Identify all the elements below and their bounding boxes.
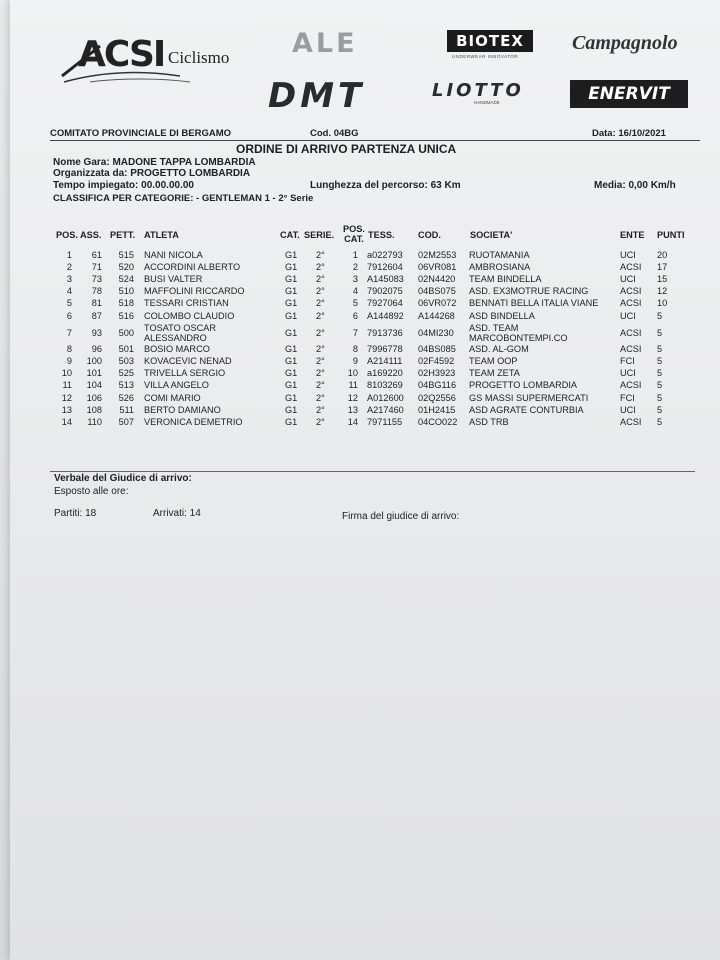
row-serie: 2° [316, 392, 325, 403]
row-pos: 4 [66, 286, 72, 297]
row-cod: 04BS085 [418, 344, 456, 355]
row-atleta: NANI NICOLA [144, 250, 203, 260]
row-societa: GS MASSI SUPERMERCATI [469, 392, 589, 403]
arrivati-count: Arrivati: 14 [153, 508, 201, 519]
row-serie: 2° [316, 404, 325, 415]
row-societa: BENNATI BELLA ITALIA VIANE [469, 298, 599, 309]
row-pos: 3 [66, 274, 72, 285]
row-pos: 12 [61, 392, 72, 403]
row-tess: A145083 [367, 274, 404, 285]
dmt-logo: DMT [268, 76, 366, 116]
row-cat: G1 [285, 344, 298, 355]
row-atleta: ACCORDINI ALBERTO [144, 262, 241, 273]
row-punti: 5 [657, 404, 663, 415]
verbale-label: Verbale del Giudice di arrivo: [54, 473, 192, 484]
row-tess: A214111 [367, 356, 403, 367]
col-cat: CAT. [280, 230, 300, 240]
biotex-tagline: UNDERWEAR INNOVATOR [452, 54, 519, 59]
row-serie: 2° [316, 286, 325, 297]
row-punti: 5 [657, 416, 663, 427]
row-cat: G1 [285, 286, 298, 297]
row-pos: 9 [66, 356, 72, 367]
row-atleta: TRIVELLA SERGIO [144, 368, 226, 379]
row-pett: 510 [118, 286, 134, 297]
course-length: Lunghezza del percorso: 63 Km [310, 180, 461, 191]
row-societa: ASD. TEAM [469, 322, 519, 333]
race-date: Data: 16/10/2021 [592, 128, 666, 139]
row-ass: 110 [87, 416, 102, 427]
row-punti: 12 [657, 286, 668, 297]
row-punti: 15 [657, 274, 668, 285]
row-pos-cat: 12 [347, 392, 358, 403]
row-tess: 7913736 [367, 327, 403, 338]
row-ass: 93 [91, 327, 102, 338]
acsi-logo-text: ACSI [78, 34, 165, 75]
row-societa: TEAM ZETA [469, 368, 520, 379]
row-pett: 515 [118, 250, 134, 260]
row-societa: TEAM OOP [469, 356, 518, 367]
row-atleta: VERONICA DEMETRIO [144, 416, 243, 427]
row-cat: G1 [285, 380, 298, 391]
biotex-logo: BIOTEX [447, 30, 533, 52]
row-pos-cat: 14 [347, 416, 358, 427]
row-atleta: COMI MARIO [144, 392, 201, 403]
row-pett: 507 [118, 416, 134, 427]
row-pett: 501 [118, 344, 134, 355]
row-serie: 2° [316, 262, 325, 273]
row-ente: UCI [620, 404, 636, 415]
row-pos-cat: 2 [352, 262, 358, 273]
row-pos-cat: 9 [352, 356, 358, 367]
row-tess: 8103269 [367, 380, 403, 391]
row-pos: 6 [66, 310, 72, 321]
row-ente: ACSI [620, 380, 642, 391]
row-pos-cat: 4 [352, 286, 358, 297]
row-cod: 02H3923 [418, 368, 456, 379]
row-atleta-line2: ALESSANDRO [144, 332, 207, 343]
row-ente: UCI [620, 310, 636, 321]
row-cod: 04BS075 [418, 286, 456, 297]
row-tess: a169220 [367, 368, 403, 379]
row-ente: ACSI [620, 286, 642, 297]
row-societa-line2: MARCOBONTEMPI.CO [469, 332, 568, 343]
row-pett: 516 [118, 310, 134, 321]
average-speed: Media: 0,00 Km/h [594, 180, 676, 191]
row-serie: 2° [316, 344, 325, 355]
col-ente: ENTE [620, 230, 645, 240]
col-societa: SOCIETA' [470, 230, 513, 240]
row-atleta: TOSATO OSCAR [144, 322, 216, 333]
row-societa: ASD TRB [469, 416, 509, 427]
row-cod: A144268 [418, 310, 455, 321]
row-serie: 2° [316, 356, 325, 367]
row-pett: 513 [118, 380, 134, 391]
row-societa: PROGETTO LOMBARDIA [469, 380, 578, 391]
row-atleta: VILLA ANGELO [144, 380, 209, 391]
row-societa: AMBROSIANA [469, 262, 531, 273]
row-ente: ACSI [620, 327, 642, 338]
row-ente: UCI [620, 368, 636, 379]
row-pos-cat: 5 [352, 298, 358, 309]
row-ass: 104 [86, 380, 102, 391]
row-pett: 525 [118, 368, 134, 379]
row-pett: 503 [118, 356, 134, 367]
row-tess: A012600 [367, 392, 404, 403]
ale-logo: ALE [292, 28, 358, 59]
row-tess: a022793 [367, 250, 403, 260]
row-ente: FCI [620, 356, 635, 367]
row-societa: ASD. EX3MOTRUE RACING [469, 286, 589, 297]
row-cat: G1 [285, 368, 298, 379]
row-atleta: MAFFOLINI RICCARDO [144, 286, 245, 297]
row-atleta: BUSI VALTER [144, 274, 203, 285]
row-pett: 500 [118, 327, 134, 338]
row-societa: ASD AGRATE CONTURBIA [469, 404, 584, 415]
row-cod: 06VR072 [418, 298, 457, 309]
row-cod: 04MI230 [418, 327, 454, 338]
row-ass: 81 [91, 298, 102, 309]
row-serie: 2° [316, 274, 325, 285]
row-pett: 511 [119, 404, 134, 415]
row-ente: ACSI [620, 298, 642, 309]
row-cat: G1 [285, 250, 298, 260]
col-pett: PETT. [110, 230, 136, 240]
col-pos: POS. [56, 230, 78, 240]
race-name: Nome Gara: MADONE TAPPA LOMBARDIA [53, 157, 256, 168]
col-pos-cat: POS. CAT. [343, 224, 365, 244]
row-tess: 7902075 [367, 286, 403, 297]
row-cod: 04CO022 [418, 416, 458, 427]
firma-label: Firma del giudice di arrivo: [342, 511, 460, 522]
row-ass: 78 [91, 286, 102, 297]
row-atleta: COLOMBO CLAUDIO [144, 310, 235, 321]
row-societa: ASD. AL-GOM [469, 344, 529, 355]
row-punti: 5 [657, 344, 663, 355]
col-atleta: ATLETA [144, 230, 179, 240]
enervit-logo: ENERVIT [570, 80, 688, 108]
row-tess: A217460 [367, 404, 404, 415]
row-pos: 7 [66, 327, 72, 338]
row-ente: FCI [620, 392, 635, 403]
row-ass: 61 [91, 250, 102, 260]
row-pos-cat: 1 [352, 250, 358, 260]
row-ente: UCI [620, 274, 636, 285]
row-ente: ACSI [620, 344, 642, 355]
row-pos: 8 [66, 344, 72, 355]
row-cod: 04BG116 [418, 380, 457, 391]
row-pos: 13 [61, 404, 72, 415]
row-cod: 02F4592 [418, 356, 455, 367]
campagnolo-logo: Campagnolo [572, 32, 678, 54]
row-tess: 7971155 [367, 416, 403, 427]
row-pos: 10 [61, 368, 72, 379]
row-cat: G1 [285, 404, 298, 415]
row-punti: 5 [657, 392, 663, 403]
row-cod: 02N4420 [418, 274, 456, 285]
col-punti: PUNTI [657, 230, 685, 240]
committee-code: Cod. 04BG [310, 128, 359, 139]
row-punti: 5 [657, 380, 663, 391]
row-ass: 106 [86, 392, 102, 403]
col-ass: ASS. [80, 230, 102, 240]
row-pos-cat: 8 [352, 344, 358, 355]
organizer: Organizzata da: PROGETTO LOMBARDIA [53, 168, 251, 179]
col-tess: TESS. [368, 230, 395, 240]
row-cat: G1 [285, 327, 298, 338]
row-punti: 5 [657, 327, 663, 338]
row-ass: 100 [86, 356, 102, 367]
row-ass: 108 [86, 404, 102, 415]
row-atleta: KOVACEVIC NENAD [144, 356, 232, 367]
time-taken: Tempo impiegato: 00.00.00.00 [53, 180, 194, 191]
row-societa: TEAM BINDELLA [469, 274, 542, 285]
col-serie: SERIE. [304, 230, 335, 240]
row-ass: 96 [91, 344, 102, 355]
row-pos-cat: 10 [347, 368, 358, 379]
partiti-count: Partiti: 18 [54, 508, 97, 519]
liotto-logo: LIOTTO [432, 80, 524, 101]
row-cod: 01H2415 [418, 404, 456, 415]
row-pos: 14 [61, 416, 72, 427]
row-pett: 520 [118, 262, 134, 273]
footer-divider [50, 471, 695, 472]
row-punti: 5 [657, 356, 663, 367]
row-serie: 2° [316, 310, 325, 321]
row-atleta: BOSIO MARCO [144, 344, 210, 355]
row-ente: ACSI [620, 262, 642, 273]
row-pett: 518 [118, 298, 134, 309]
row-ass: 101 [86, 368, 102, 379]
row-pos-cat: 7 [352, 327, 358, 338]
row-punti: 5 [657, 310, 663, 321]
row-punti: 17 [657, 262, 668, 273]
row-cat: G1 [285, 392, 298, 403]
row-pett: 524 [118, 274, 134, 285]
row-serie: 2° [316, 250, 325, 260]
committee-name: COMITATO PROVINCIALE DI BERGAMO [50, 128, 232, 139]
row-ass: 73 [91, 274, 102, 285]
row-pos: 1 [66, 250, 72, 260]
liotto-tagline: HANDMADE [474, 100, 500, 105]
row-societa: ASD BINDELLA [469, 310, 535, 321]
row-tess: A144892 [367, 310, 404, 321]
row-cod: 02M2553 [418, 250, 457, 260]
row-punti: 10 [657, 298, 668, 309]
row-tess: 7927064 [367, 298, 403, 309]
row-pett: 526 [118, 392, 134, 403]
row-atleta: BERTO DAMIANO [144, 404, 221, 415]
col-cod: COD. [418, 230, 441, 240]
row-cat: G1 [285, 310, 298, 321]
row-punti: 5 [657, 368, 663, 379]
row-cat: G1 [285, 416, 298, 427]
row-pos-cat: 11 [348, 380, 358, 391]
row-cod: 06VR081 [418, 262, 457, 273]
row-serie: 2° [316, 416, 325, 427]
row-pos: 5 [66, 298, 72, 309]
row-ass: 87 [91, 310, 102, 321]
row-cat: G1 [285, 274, 298, 285]
row-punti: 20 [657, 250, 668, 260]
row-cat: G1 [285, 298, 298, 309]
header-divider [50, 140, 700, 141]
row-serie: 2° [316, 380, 325, 391]
row-cat: G1 [285, 262, 298, 273]
row-pos-cat: 3 [352, 274, 358, 285]
row-tess: 7912604 [367, 262, 403, 273]
row-cod: 02Q2556 [418, 392, 456, 403]
row-societa: RUOTAMANIA [469, 250, 530, 260]
row-cat: G1 [285, 356, 298, 367]
row-atleta: TESSARI CRISTIAN [144, 298, 229, 309]
row-pos-cat: 13 [347, 404, 358, 415]
row-ente: UCI [620, 250, 636, 260]
category-label: CLASSIFICA PER CATEGORIE: - GENTLEMAN 1 - 2° Serie [53, 193, 314, 204]
row-serie: 2° [316, 298, 325, 309]
row-serie: 2° [316, 327, 325, 338]
row-serie: 2° [316, 368, 325, 379]
page-title: ORDINE DI ARRIVO PARTENZA UNICA [236, 142, 457, 156]
row-ass: 71 [91, 262, 102, 273]
acsi-logo-subtitle: Ciclismo [168, 48, 230, 67]
row-pos: 2 [66, 262, 72, 273]
row-pos: 11 [62, 380, 72, 391]
row-pos-cat: 6 [352, 310, 358, 321]
esposto-label: Esposto alle ore: [54, 486, 129, 497]
row-ente: ACSI [620, 416, 642, 427]
acsi-logo [60, 32, 240, 92]
row-tess: 7996778 [367, 344, 403, 355]
